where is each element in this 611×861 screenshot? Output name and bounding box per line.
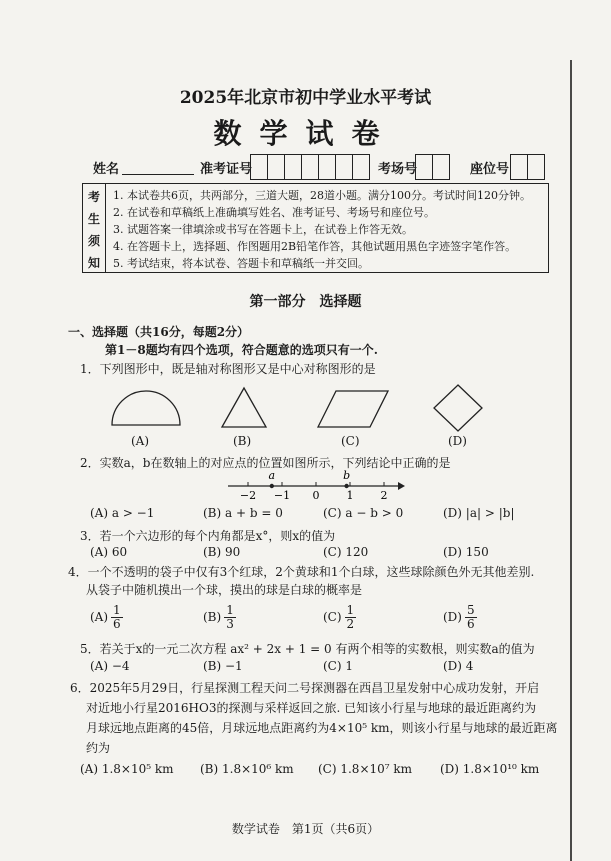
q6-option: (D) 1.8×10¹⁰ km: [440, 762, 540, 776]
question-6-stem: 对近地小行星2016HO3的探测与采样返回之旅. 已知该小行星与地球的最近距离约为: [86, 701, 537, 715]
q5-option: (D) 4: [443, 659, 474, 673]
notice-item: 3. 试题答案一律填涂或书写在答题卡上，在试卷上作答无效。: [113, 223, 413, 236]
notice-item: 2. 在试卷和草稿纸上准确填写姓名、准考证号、考场号和座位号。: [113, 206, 435, 219]
numerator: 5: [466, 603, 475, 617]
number-line-point: [344, 484, 348, 488]
q4-option: [323, 604, 356, 631]
name-label: 姓名: [93, 162, 120, 177]
seat-label: 座位号: [470, 162, 510, 177]
q6-option: (C) 1.8×10⁷ km: [318, 762, 413, 776]
q5-option: (B) −1: [203, 659, 243, 673]
fraction: [345, 604, 357, 631]
question-6-stem: 月球远地点距离的45倍，月球远地点距离约为4×10⁵ km，则该小行星与地球的最近距离: [86, 721, 558, 735]
part-title: 第一部分 选择题: [249, 294, 362, 310]
candidate-notice: [82, 183, 549, 273]
numerator: 1: [226, 603, 234, 617]
q1-option: (D): [448, 434, 467, 448]
number-line-tick-label: −1: [273, 489, 291, 502]
q1-option: (B): [233, 434, 252, 448]
question-6-stem: 约为: [86, 741, 111, 755]
notice-side-char: 生: [87, 212, 100, 226]
number-line-point-label: b: [343, 469, 351, 482]
denominator: 6: [113, 617, 121, 631]
q3-option: (C) 120: [323, 545, 369, 559]
square-shape: [434, 385, 482, 431]
number-line-tick-label: 2: [380, 489, 388, 502]
denominator: 6: [466, 617, 475, 631]
q4-option: [203, 604, 236, 631]
number-line-point-label: a: [268, 469, 276, 482]
semicircle-shape: [112, 391, 180, 425]
name-field: [122, 174, 194, 175]
number-line-tick-label: 0: [312, 489, 320, 502]
exam-no-label: 准考证号: [200, 162, 253, 177]
q3-option: (D) 150: [443, 545, 489, 559]
denominator: 3: [226, 617, 234, 631]
page-binding-edge: [570, 60, 572, 861]
number-line-tick-label: 1: [346, 489, 354, 502]
q3-option: (B) 90: [203, 545, 241, 559]
q3-option: (A) 60: [90, 545, 128, 559]
fraction: [111, 604, 123, 631]
q4-option-label: (A): [90, 610, 109, 624]
exam-no-boxes: [250, 154, 369, 180]
page-footer: 数学试卷 第1页（共6页）: [231, 822, 380, 836]
question-4-stem: 4．一个不透明的袋子中仅有3个红球，2个黄球和1个白球，这些球除颜色外无其他差别.: [68, 565, 535, 579]
notice-item: 5. 考试结束，将本试卷、答题卡和草稿纸一并交回。: [113, 257, 369, 270]
q4-option-label: (D): [443, 610, 462, 624]
numerator: 1: [346, 603, 355, 617]
q1-figures: [0, 380, 611, 435]
question-5-stem: 5．若关于x的一元二次方程 ax² + 2x + 1 = 0 有两个相等的实数根，则实数a的值为: [80, 642, 535, 656]
question-3-stem: 3．若一个六边形的每个内角都是x°，则x的值为: [80, 529, 336, 543]
room-boxes: [415, 154, 449, 180]
numerator: 1: [113, 603, 121, 617]
parallelogram-shape: [318, 391, 388, 427]
question-2-stem: 2．实数a，b在数轴上的对应点的位置如图所示，下列结论中正确的是: [80, 456, 451, 470]
notice-item: 1. 本试卷共6页，共两部分，三道大题，28道小题。满分100分。考试时间120分钟。: [113, 189, 531, 202]
notice-item: 4. 在答题卡上，选择题、作图题用2B铅笔作答，其他试题用黑色字迹签字笔作答。: [113, 240, 517, 253]
q2-option: (A) a > −1: [90, 506, 155, 520]
q1-option: (A): [131, 434, 150, 448]
subject-title: 数学试卷: [213, 117, 398, 150]
q4-option: [443, 604, 477, 631]
q4-option: [90, 604, 123, 631]
fraction: [224, 604, 236, 631]
q2-option: (D) |a| > |b|: [443, 506, 515, 520]
question-6-stem: 6．2025年5月29日，行星探测工程天问二号探测器在西昌卫星发射中心成功发射，开启: [70, 681, 540, 695]
triangle-shape: [222, 388, 266, 427]
q5-option: (A) −4: [90, 659, 130, 673]
section-heading: 一、选择题（共16分，每题2分）: [68, 325, 250, 339]
section-instruction: 第1－8题均有四个选项，符合题意的选项只有一个.: [105, 343, 378, 357]
fraction: [465, 604, 477, 631]
q5-option: (C) 1: [323, 659, 353, 673]
notice-side-char: 须: [87, 234, 100, 248]
q1-option: (C): [341, 434, 360, 448]
notice-side-char: 知: [87, 256, 100, 270]
exam-title: 2025年北京市初中学业水平考试: [179, 88, 432, 108]
q6-option: (B) 1.8×10⁶ km: [200, 762, 294, 776]
q6-option: (A) 1.8×10⁵ km: [80, 762, 174, 776]
q2-option: (C) a − b > 0: [323, 506, 404, 520]
q4-option-label: (C): [323, 610, 342, 624]
question-4-stem-line2: 从袋子中随机摸出一个球，摸出的球是白球的概率是: [86, 583, 363, 597]
q2-option: (B) a + b = 0: [203, 506, 283, 520]
seat-boxes: [510, 154, 544, 180]
q4-option-label: (B): [203, 610, 222, 624]
number-line-point: [270, 484, 274, 488]
notice-side-label: [83, 184, 106, 272]
number-line: [0, 468, 611, 504]
denominator: 2: [346, 617, 355, 631]
number-line-tick-label: −2: [239, 489, 257, 502]
notice-side-char: 考: [87, 190, 100, 204]
room-label: 考场号: [378, 162, 418, 177]
question-1-stem: 1．下列图形中，既是轴对称图形又是中心对称图形的是: [80, 362, 376, 376]
